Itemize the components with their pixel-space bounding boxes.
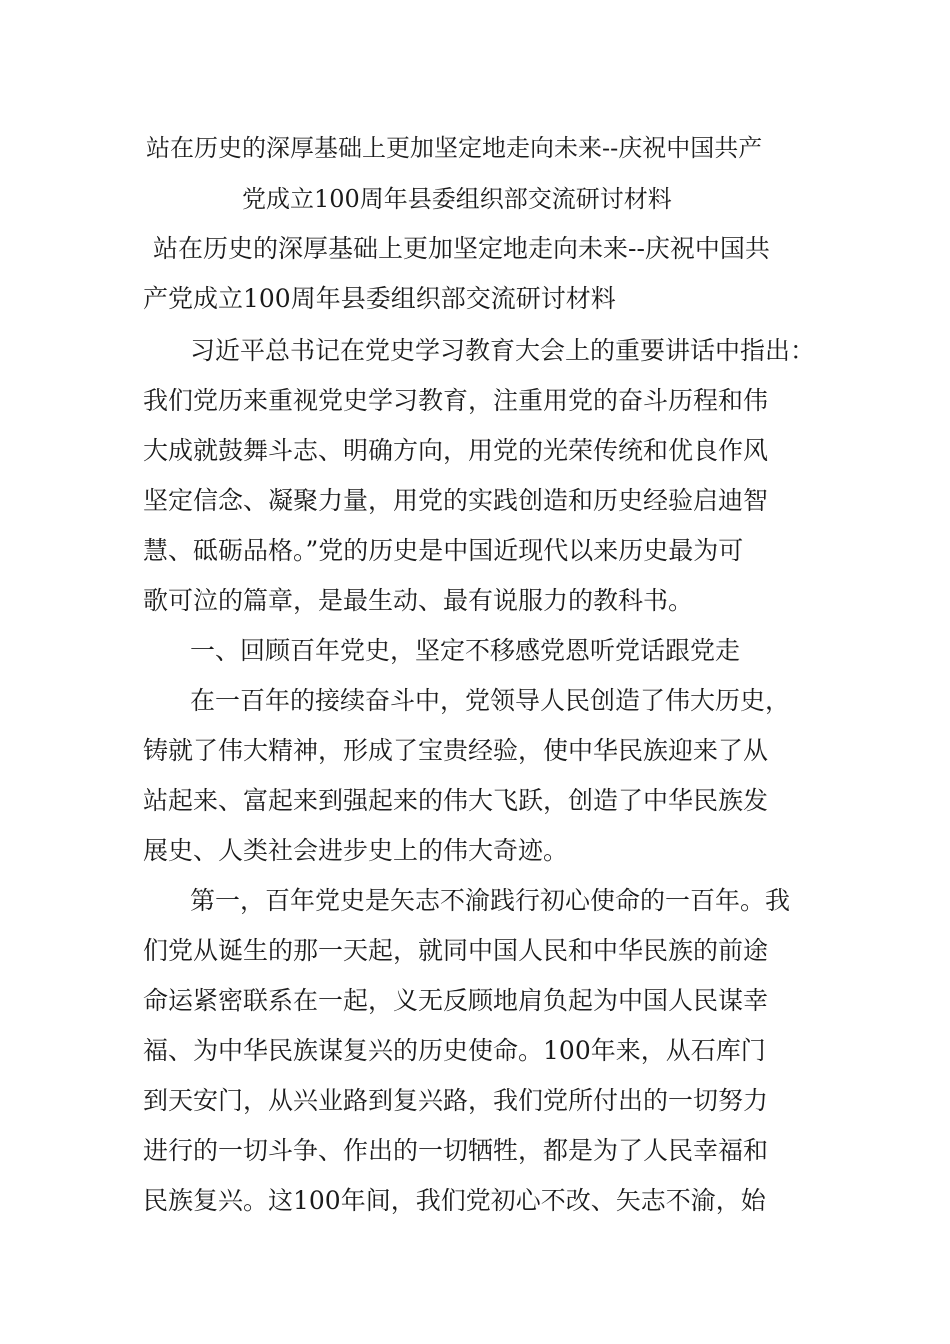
subtitle-line-2: 产党成立100周年县委组织部交流研讨材料 [143, 284, 616, 313]
paragraph-3-line-2: 们党从诞生的那一天起，就同中国人民和中华民族的前途 [143, 936, 769, 965]
title-line-2: 党成立100周年县委组织部交流研讨材料 [242, 185, 672, 213]
paragraph-1-line-5: 慧、砥砺品格。”党的历史是中国近现代以来历史最为可 [143, 536, 744, 565]
paragraph-3-line-1: 第一，百年党史是矢志不渝践行初心使命的一百年。我 [190, 886, 791, 915]
title-line-1: 站在历史的深厚基础上更加坚定地走向未来--庆祝中国共产 [146, 134, 763, 162]
paragraph-1-line-3: 大成就鼓舞斗志、明确方向，用党的光荣传统和优良作风 [143, 436, 769, 465]
paragraph-2-line-3: 站起来、富起来到强起来的伟大飞跃，创造了中华民族发 [143, 786, 769, 815]
paragraph-1-line-6: 歌可泣的篇章，是最生动、最有说服力的教科书。 [143, 586, 694, 615]
paragraph-2-line-4: 展史、人类社会进步史上的伟大奇迹。 [143, 836, 569, 865]
paragraph-3-line-7: 民族复兴。这100年间，我们党初心不改、矢志不渝，始 [143, 1186, 766, 1215]
paragraph-1-line-2: 我们党历来重视党史学习教育，注重用党的奋斗历程和伟 [143, 386, 769, 415]
paragraph-2-line-1: 在一百年的接续奋斗中，党领导人民创造了伟大历史， [190, 686, 791, 715]
paragraph-1-line-1: 习近平总书记在党史学习教育大会上的重要讲话中指出： [190, 336, 816, 365]
paragraph-3-line-6: 进行的一切斗争、作出的一切牺牲，都是为了人民幸福和 [143, 1136, 769, 1165]
paragraph-1-line-4: 坚定信念、凝聚力量，用党的实践创造和历史经验启迪智 [143, 486, 769, 515]
paragraph-3-line-4: 福、为中华民族谋复兴的历史使命。100年来，从石库门 [143, 1036, 766, 1065]
subtitle-line-1: 站在历史的深厚基础上更加坚定地走向未来--庆祝中国共 [153, 234, 770, 263]
section-heading-1: 一、回顾百年党史，坚定不移感党恩听党话跟党走 [190, 636, 741, 665]
paragraph-3-line-5: 到天安门，从兴业路到复兴路，我们党所付出的一切努力 [143, 1086, 769, 1115]
paragraph-2-line-2: 铸就了伟大精神，形成了宝贵经验，使中华民族迎来了从 [143, 736, 769, 765]
paragraph-3-line-3: 命运紧密联系在一起，义无反顾地肩负起为中国人民谋幸 [143, 986, 769, 1015]
